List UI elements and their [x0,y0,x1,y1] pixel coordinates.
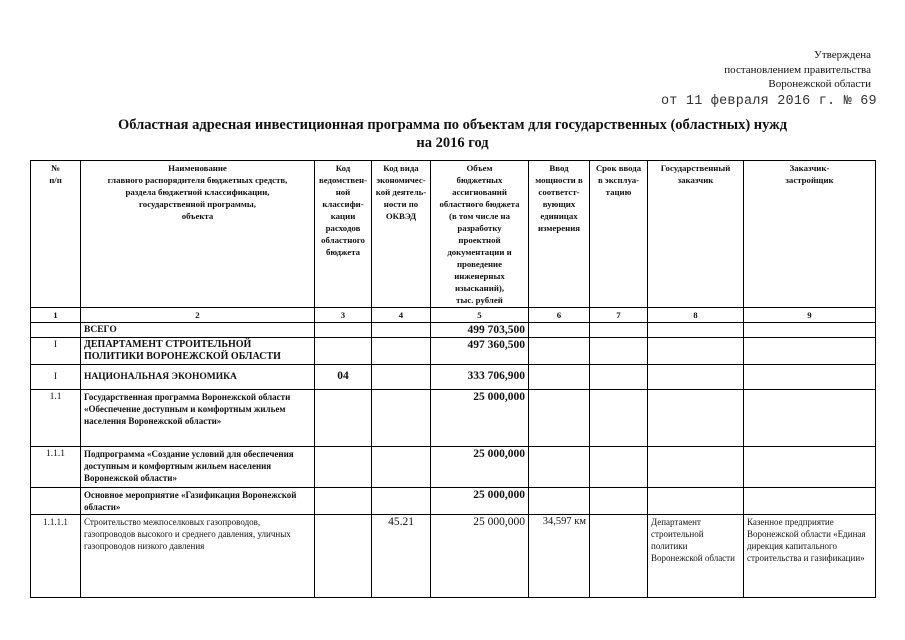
title-line-2: на 2016 год [416,135,489,151]
subprogram-name: Подпрограмма «Создание условий для обеспечения доступным и комфортным жильем населения Воронежской области» [81,447,315,488]
object-amount: 25 000,000 [431,515,529,598]
col-number: 8 [648,308,744,323]
investment-program-table [30,160,876,598]
header-row [31,161,876,308]
header-name: Наименование главного распорядителя бюджетных средств, раздела бюджетной классификации, государственной программы, объекта [81,161,315,308]
object-capacity: 34,597 км [529,515,590,598]
header-amount: Объем бюджетных ассигнований областного бюджета (в том числе на разработку проектной документации и проведение инженерных изысканий), тыс. рублей [431,161,529,308]
row-number: 1.1 [31,390,81,447]
total-label: ВСЕГО [81,323,315,338]
col-number: 3 [315,308,372,323]
department-name: ДЕПАРТАМЕНТ СТРОИТЕЛЬНОЙ ПОЛИТИКИ ВОРОНЕЖСКОЙ ОБЛАСТИ [81,338,315,365]
economy-code: 04 [315,365,372,390]
approval-block [724,48,871,92]
row-number: 1.1.1 [31,447,81,488]
row-number: I [31,365,81,390]
economy-row [31,365,876,390]
economy-name: НАЦИОНАЛЬНАЯ ЭКОНОМИКА [81,365,315,390]
header-okved: Код вида экономичес- кой деятель- ности по ОКВЭД [372,161,431,308]
col-number: 1 [31,308,81,323]
decree-stamp: от 11 февраля 2016 г. № 69 [661,94,877,109]
economy-amount: 333 706,900 [431,365,529,390]
row-number: I [31,338,81,365]
header-capacity: Ввод мощности в соответст- вующих единицах измерения [529,161,590,308]
col-number: 7 [590,308,648,323]
object-row [31,515,876,598]
department-row [31,338,876,365]
approval-line-1: Утверждена [814,49,871,61]
object-okved: 45.21 [372,515,431,598]
program-name: Государственная программа Воронежской области «Обеспечение доступным и комфортным жильем населения Воронежской области» [81,390,315,447]
object-developer: Казенное предприятие Воронежской области «Единая дирекция капитального строительства и газификации» [744,515,876,598]
header-dept-code: Код ведомствен- ной классифи- кации расходов областного бюджета [315,161,372,308]
col-number: 9 [744,308,876,323]
program-row [31,390,876,447]
subprogram-amount: 25 000,000 [431,447,529,488]
total-row [31,323,876,338]
measure-name: Основное мероприятие «Газификация Воронежской области» [81,488,315,515]
measure-row [31,488,876,515]
subprogram-row [31,447,876,488]
approval-line-3: Воронежской области [768,78,871,90]
col-number: 6 [529,308,590,323]
row-number: 1.1.1.1 [31,515,81,598]
approval-line-2: постановлением правительства [724,63,871,76]
title-line-1: Областная адресная инвестиционная программа по объектам для государственных (областных) нужд [117,117,788,133]
document-title [0,116,905,152]
header-customer: Государственный заказчик [648,161,744,308]
header-term: Срок ввода в эксплуа- тацию [590,161,648,308]
header-number: № п/п [31,161,81,308]
col-number: 2 [81,308,315,323]
header-developer: Заказчик- застройщик [744,161,876,308]
measure-amount: 25 000,000 [431,488,529,515]
object-customer: Департамент строительной политики Воронежской области [648,515,744,598]
col-number: 5 [431,308,529,323]
object-name: Строительство межпоселковых газопроводов, газопроводов высокого и среднего давления, уличных газопроводов низкого давления [81,515,315,598]
col-number: 4 [372,308,431,323]
department-amount: 497 360,500 [431,338,529,365]
total-amount: 499 703,500 [431,323,529,338]
program-amount: 25 000,000 [431,390,529,447]
column-number-row [31,308,876,323]
